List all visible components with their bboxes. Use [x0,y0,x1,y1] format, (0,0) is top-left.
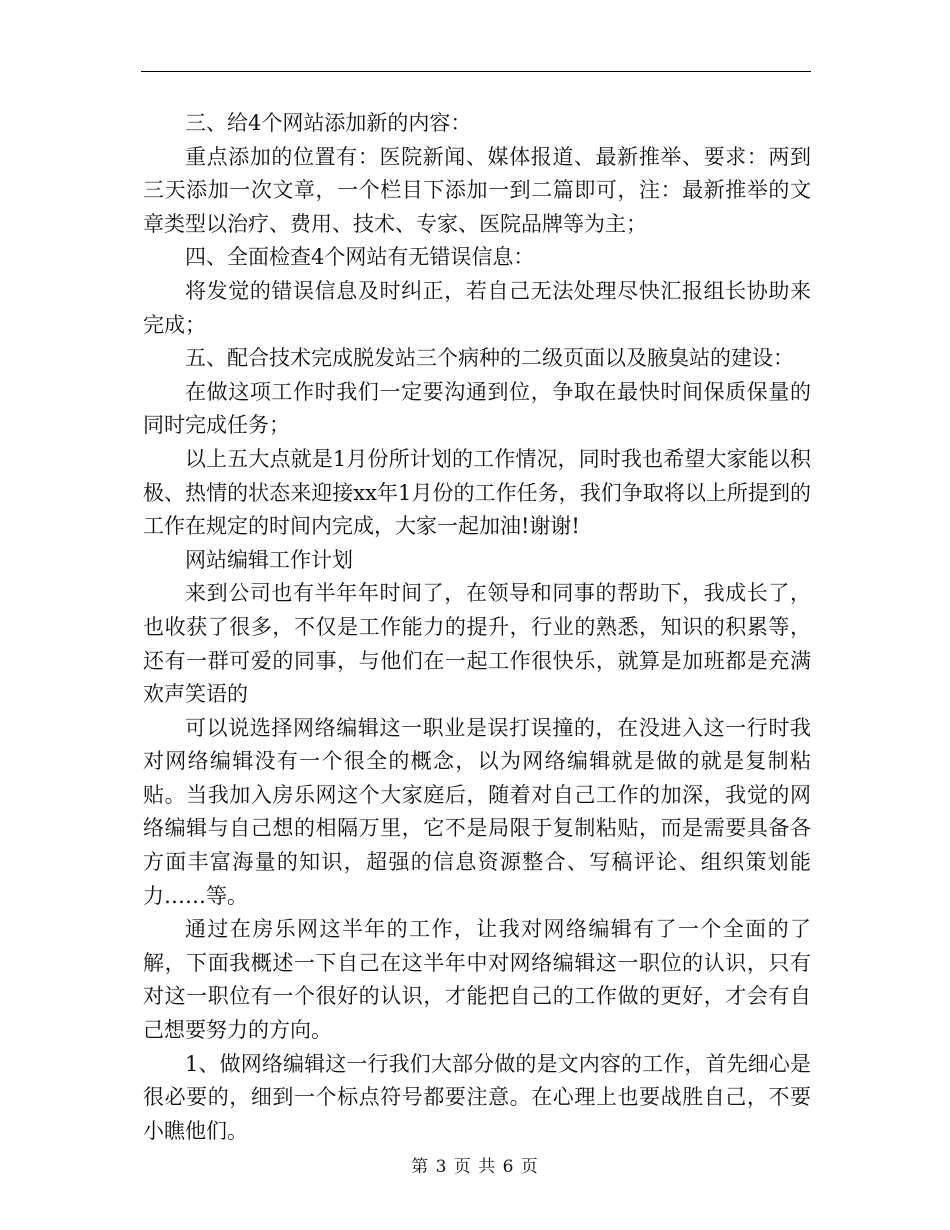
paragraph-plan-title: 网站编辑工作计划 [185,547,353,572]
paragraph-summary: 以上五大点就是1月份所计划的工作情况，同时我也希望大家能以积极、热情的状态来迎接xx年1月份的工作任务，我们争取将以上所提到的工作在规定的时间内完成，大家一起加油!谢谢! [143,446,811,539]
paragraph-section-three-heading: 三、给4个网站添加新的内容： [185,111,472,135]
paragraph-point-one: 1、做网络编辑这一行我们大部分做的是文内容的工作，首先细心是很必要的，细到一个标点符号都要注意。在心理上也要战胜自己，不要小瞧他们。 [143,1051,811,1143]
paragraph-section-four-heading: 四、全面检查4个网站有无错误信息： [185,245,535,270]
paragraph-section-five-heading: 五、配合技术完成脱发站三个病种的二级页面以及腋臭站的建设： [185,346,794,371]
paragraph-understanding: 通过在房乐网这半年的工作，让我对网络编辑有了一个全面的了解，下面我概述一下自己在这半年中对网络编辑这一职位的认识，只有对这一职位有一个很好的认识，才能把自己的工作做的更好，才会有自己想要努力的方向。 [143,917,811,1043]
page-number-footer: 第 3 页 共 6 页 [411,1157,539,1177]
paragraph-career-choice: 可以说选择网络编辑这一职业是误打误撞的，在没进入这一行时我对网络编辑没有一个很全的概念，以为网络编辑就是做的就是复制粘贴。当我加入房乐网这个大家庭后，随着对自己工作的加深，我觉的网络编辑与自己想的相隔万里，它不是局限于复制粘贴，而是需要具备各方面丰富海量的知识，超强的信息资源整合、写稿评论、组织策划能力……等。 [143,715,811,908]
paragraph-intro: 来到公司也有半年年时间了，在领导和同事的帮助下，我成长了，也收获了很多，不仅是工作能力的提升，行业的熟悉，知识的积累等，还有一群可爱的同事，与他们在一起工作很快乐，就算是加班都是充满欢声笑语的 [143,581,811,707]
paragraph-communication: 在做这项工作时我们一定要沟通到位，争取在最快时间保质保量的同时完成任务； [143,379,811,438]
body-text [143,107,811,1148]
header-rule [141,71,811,72]
paragraph-error-correction: 将发觉的错误信息及时纠正，若自己无法处理尽快汇报组长协助来完成； [143,278,811,337]
paragraph-content-requirements: 重点添加的位置有：医院新闻、媒体报道、最新推举、要求：两到三天添加一次文章，一个栏目下添加一到二篇即可，注：最新推举的文章类型以治疗、费用、技术、专家、医院品牌等为主； [143,144,811,236]
